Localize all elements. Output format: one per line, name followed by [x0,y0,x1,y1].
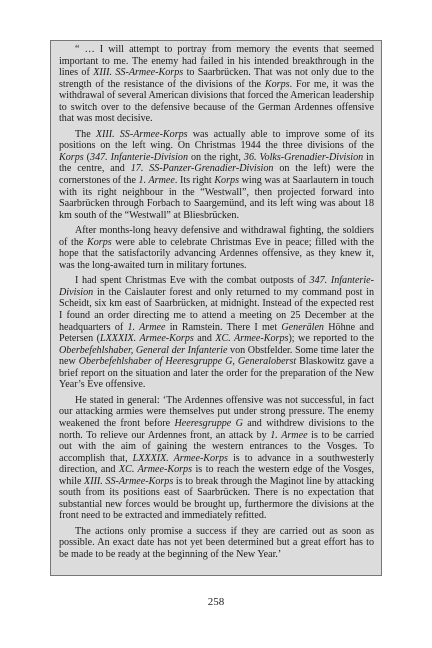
paragraph: I had spent Christmas Eve with the combat outposts of 347. Infanterie-Division in the Caislauter forest and only returned to my command post in Scheidt, six km east of Saarbrücken, at midnight. Instead of the expected rest I found an order directing me to attend a meeting on 25 December at the headquarters of 1. Armee in Ramstein. There I met Generälen Höhne and Petersen (LXXXIX. Armee-Korps and XC. Armee-Korps); we reported to the Oberbefehlshaber, General der Infanterie von Obstfelder. Some time later the new Oberbefehlshaber of Heeresgruppe G, Generaloberst Blaskowitz gave a brief report on the situation and later the order for the preparation of the New Year’s Eve offensive. [59,275,375,391]
page-number: 258 [207,596,225,608]
paragraph: After months-long heavy defensive and withdrawal fighting, the soldiers of the Korps were able to celebrate Christmas Eve in peace; filled with the hope that the satisfactorily advancing Ardennes offensive, as they knew it, was the long-awaited turn in military fortunes. [59,225,374,271]
paragraph: The actions only promise a success if they are carried out as soon as possible. An exact date has not yet been determined but a great effort has to be made to be ready at the beginning of the New Year.’ [59,525,374,560]
quotation-box [50,40,382,576]
paragraph: The XIII. SS-Armee-Korps was actually able to improve some of its positions on the left wing. On Christmas 1944 the three divisions of the Korps (347. Infanterie-Division on the right, 36. Volks-Grenadier-Division in the centre, and 17. SS-Panzer-Grenadier-Division on the left) were the cornerstones of the 1. Armee. Its right Korps wing was at Saarlautern in touch with its right neighbour in the “Westwall”, then projected forward into Saarbrücken through Forbach to Saargemünd, and its left wing was about 18 km south of the “Westwall” at Bliesbrücken. [59,128,375,221]
paragraph: “ … I will attempt to portray from memory the events that seemed important to me. The enemy had failed in his intended breakthrough in the lines of XIII. SS-Armee-Korps to Saarbrücken. That was not only due to the strength of the resistance of the divisions of the Korps. For me, it was the withdrawal of several American divisions that forced the American leadership to switch over to the defensive because of the German Ardennes offensive that was most decisive. [59,44,375,125]
paragraph: He stated in general: ‘The Ardennes offensive was not successful, in fact our attacking armies were themselves put under strong pressure. The enemy weakened the front before Heeresgruppe G and withdrew divisions to the north. To relieve our Ardennes front, an attack by 1. Armee is to be carried out with the aim of gaining the western entrances to the Vosges. To accomplish that, LXXXIX. Armee-Korps is to advance in a southwesterly direction, and XC. Armee-Korps is to reach the western edge of the Vosges, while XIII. SS-Armee-Korps is to break through the Maginot line by attacking south from its positions east of Saarbrücken. There is no expectation that substantial new forces would be brought up, furthermore the divisions at the front need to be extracted and immediately refitted. [59,394,375,522]
